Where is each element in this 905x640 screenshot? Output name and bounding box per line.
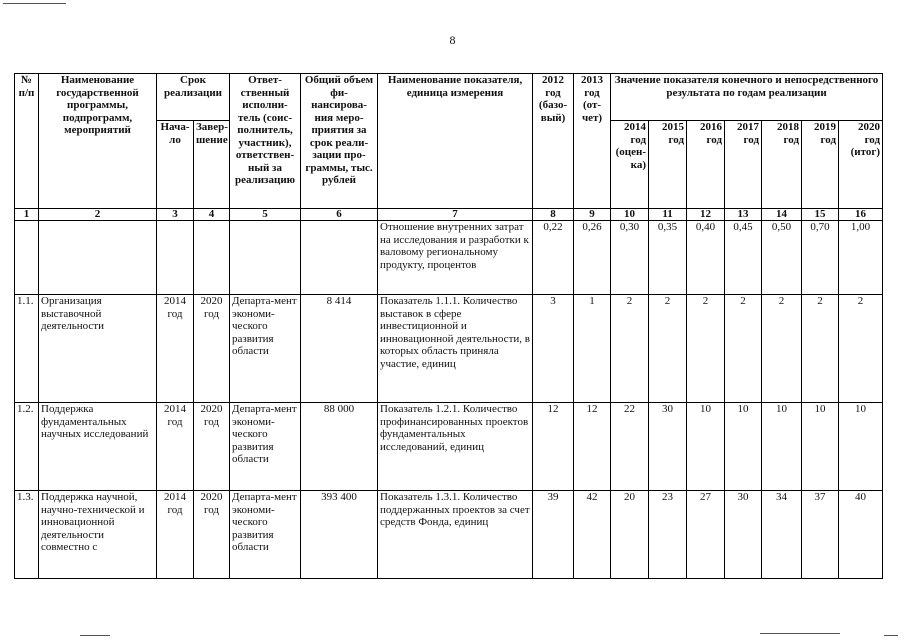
row-volume: 393 400: [301, 491, 378, 579]
column-number: 4: [194, 209, 230, 221]
column-number: 14: [762, 209, 802, 221]
row-value: 23: [649, 491, 687, 579]
header-year: 2019 год: [802, 121, 839, 209]
row-start: 2014 год: [157, 403, 194, 491]
row-2012: 39: [533, 491, 574, 579]
row-value: 2: [802, 295, 839, 403]
row-value: 0,70: [802, 221, 839, 295]
row-2012: 12: [533, 403, 574, 491]
row-2012: 0,22: [533, 221, 574, 295]
row-2013: 1: [574, 295, 611, 403]
row-num: 1.3.: [15, 491, 39, 579]
row-value: 10: [725, 403, 762, 491]
bottom-rule: [884, 635, 898, 636]
row-value: 2: [839, 295, 883, 403]
row-volume: [301, 221, 378, 295]
row-start: 2014 год: [157, 295, 194, 403]
row-indicator: Показатель 1.1.1. Количество выставок в сфере инвестиционной и инновационной деятельности, в которых область приняла участие, единиц: [378, 295, 533, 403]
row-start: [157, 221, 194, 295]
row-2013: 42: [574, 491, 611, 579]
row-value: 10: [802, 403, 839, 491]
header-year: 2015 год: [649, 121, 687, 209]
row-value: 30: [725, 491, 762, 579]
row-name: Поддержка научной, научно-технической и инновационной деятельности совместно с: [39, 491, 157, 579]
row-value: 0,50: [762, 221, 802, 295]
bottom-rule: [80, 635, 110, 636]
row-responsible: Департа-мент экономи-ческого развития области: [230, 491, 301, 579]
column-number: 10: [611, 209, 649, 221]
header-indicator: Наименование показателя, единица измерения: [378, 74, 533, 209]
row-indicator: Показатель 1.2.1. Количество профинансированных проектов фундаментальных исследований, единиц: [378, 403, 533, 491]
row-value: 34: [762, 491, 802, 579]
row-2012: 3: [533, 295, 574, 403]
header-num: № п/п: [15, 74, 39, 209]
row-value: 1,00: [839, 221, 883, 295]
table-row: [15, 295, 883, 403]
column-number: 3: [157, 209, 194, 221]
header-term-end: Завер-шение: [194, 121, 230, 209]
row-value: 27: [687, 491, 725, 579]
row-value: 22: [611, 403, 649, 491]
column-number: 7: [378, 209, 533, 221]
column-number: 15: [802, 209, 839, 221]
table-row: [15, 491, 883, 579]
row-value: 2: [762, 295, 802, 403]
row-end: 2020 год: [194, 295, 230, 403]
row-indicator: Показатель 1.3.1. Количество поддержанных проектов за счет средств Фонда, единиц: [378, 491, 533, 579]
header-2013: 2013 год (от-чет): [574, 74, 611, 209]
row-num: 1.1.: [15, 295, 39, 403]
column-number: 9: [574, 209, 611, 221]
row-volume: 88 000: [301, 403, 378, 491]
row-end: 2020 год: [194, 403, 230, 491]
header-term: Срок реализации: [157, 74, 230, 121]
header-term-start: Нача-ло: [157, 121, 194, 209]
table-row: [15, 403, 883, 491]
column-number: 1: [15, 209, 39, 221]
row-name: Организация выставочной деятельности: [39, 295, 157, 403]
row-name: [39, 221, 157, 295]
header-year: 2014 год (оцен-ка): [611, 121, 649, 209]
row-value: 40: [839, 491, 883, 579]
column-number: 6: [301, 209, 378, 221]
header-year: 2016 год: [687, 121, 725, 209]
row-2013: 0,26: [574, 221, 611, 295]
header-responsible: Ответ-ственный исполни-тель (соис-полнитель, участник), ответствен-ный за реализацию: [230, 74, 301, 209]
header-values-group: Значение показателя конечного и непосредственного результата по годам реализации: [611, 74, 883, 121]
column-number: 8: [533, 209, 574, 221]
header-name: Наименование государственной программы, подпрограмм, мероприятий: [39, 74, 157, 209]
row-value: 20: [611, 491, 649, 579]
row-volume: 8 414: [301, 295, 378, 403]
table-row: [15, 221, 883, 295]
row-indicator: Отношение внутренних затрат на исследования и разработки к валовому региональному продукту, процентов: [378, 221, 533, 295]
column-number: 11: [649, 209, 687, 221]
row-value: 0,30: [611, 221, 649, 295]
row-value: 2: [611, 295, 649, 403]
bottom-rule: [760, 633, 840, 634]
row-end: 2020 год: [194, 491, 230, 579]
row-value: 2: [649, 295, 687, 403]
row-value: 2: [687, 295, 725, 403]
row-value: 37: [802, 491, 839, 579]
row-value: 10: [762, 403, 802, 491]
row-end: [194, 221, 230, 295]
row-value: 10: [687, 403, 725, 491]
row-value: 10: [839, 403, 883, 491]
header-2012: 2012 год (базо-вый): [533, 74, 574, 209]
row-2013: 12: [574, 403, 611, 491]
row-name: Поддержка фундаментальных научных исследований: [39, 403, 157, 491]
column-number-row: [15, 209, 883, 221]
row-value: 30: [649, 403, 687, 491]
row-value: 2: [725, 295, 762, 403]
header-year: 2020 год (итог): [839, 121, 883, 209]
column-number: 5: [230, 209, 301, 221]
row-num: [15, 221, 39, 295]
row-responsible: [230, 221, 301, 295]
row-responsible: Департа-мент экономи-ческого развития области: [230, 403, 301, 491]
column-number: 13: [725, 209, 762, 221]
row-value: 0,35: [649, 221, 687, 295]
row-responsible: Департа-мент экономи-ческого развития области: [230, 295, 301, 403]
program-table: [14, 73, 883, 579]
column-number: 16: [839, 209, 883, 221]
top-rule: [3, 3, 66, 4]
row-value: 0,40: [687, 221, 725, 295]
header-year: 2018 год: [762, 121, 802, 209]
page-number: 8: [449, 33, 456, 47]
row-start: 2014 год: [157, 491, 194, 579]
header-year: 2017 год: [725, 121, 762, 209]
column-number: 12: [687, 209, 725, 221]
row-value: 0,45: [725, 221, 762, 295]
column-number: 2: [39, 209, 157, 221]
header-volume: Общий объем фи-нансирова-ния меро-приятия за срок реали-зации про-граммы, тыс. рублей: [301, 74, 378, 209]
row-num: 1.2.: [15, 403, 39, 491]
